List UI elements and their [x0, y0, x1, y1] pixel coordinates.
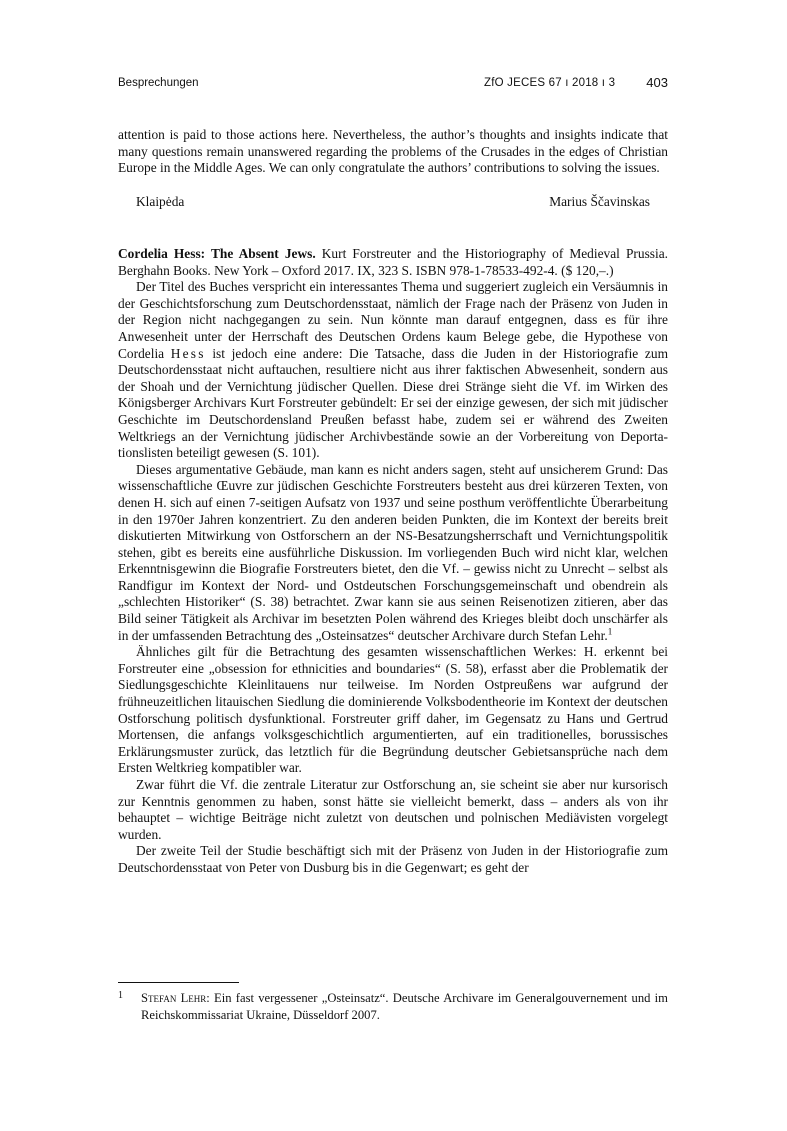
footnote-author: Stefan Lehr: [141, 991, 207, 1005]
running-header: [118, 76, 668, 94]
footnote-body: [141, 990, 668, 1024]
footnote-text: : Ein fast vergessener „Osteinsatz“. Deutsche Archivare im Generalgouvernement und im Reichskommissariat Ukraine, Düsseldorf 2007.: [141, 991, 668, 1022]
reviewer-name: Marius Ščavinskas: [549, 194, 650, 209]
book-citation-details: Kurt Forstreuter and the Historiography of Medieval Prussia. Berghahn Books. New York – Oxford 2017. IX, 323 S. ISBN 978-1-78533-492-4. ($ 120,–.): [118, 246, 668, 278]
paragraph-5: Der zweite Teil der Studie beschäftigt sich mit der Präsenz von Juden in der Historiografie zum Deutschordensstaat von Peter von Dusburg bis in die Gegenwart; es geht der: [118, 843, 668, 875]
author-name-spaced: Hess: [170, 345, 206, 361]
paragraph-4: Zwar führt die Vf. die zentrale Literatur zur Ostforschung an, sie scheint sie aber nur kursorisch zur Kenntnis genommen zu haben, sonst hätte sie vielleicht bemerkt, dass – anders als von ihr behauptet – wichtige Beiträge nicht zuletzt von deutschen und polnischen Mediävisten vorgelegt wurden.: [118, 777, 668, 842]
section-title: Besprechungen: [118, 77, 199, 89]
footnote-divider: [118, 982, 239, 983]
page-number: 403: [646, 75, 668, 90]
book-citation: [118, 246, 668, 279]
previous-review-signature: [118, 194, 668, 211]
paragraph-2: [118, 462, 668, 645]
footnote-marker[interactable]: 1: [607, 626, 613, 637]
paragraph-1-part-a: Der Titel des Buches verspricht ein interessantes Thema und suggeriert zugleich ein Versäumnis in der Geschichtsforschung zum Deutschordensstaat, nämlich der Frage nach der Präsenz von Juden in der Region nicht nachgegangen zu sein. Nun könnte man darauf entgegnen, dass es für ihre Anwesenheit unter der Herrschaft des Deutschen Ordens kaum Belege gebe, die Hypothese von Cordelia: [118, 279, 668, 361]
previous-review-text: attention is paid to those actions here. Nevertheless, the author’s thoughts and insights indicate that many questions remain unanswered regarding the problems of the Crusades in the edges of Christian Europe in the Middle Ages. We can only congratulate the authors’ contributions to solving the issues.: [118, 127, 668, 176]
paragraph-2-text: Dieses argumentative Gebäude, man kann es nicht anders sagen, steht auf unsicherem Grund: Das wissenschaftliche Œuvre zur jüdischen Geschichte Forstreuters besteht aus drei kürzeren Texten, von denen H. sich auf einen 7-seitigen Aufsatz von 1937 und seine posthum veröffentlichte Überarbeitung in den 1970er Jahren konzentriert. Zu den anderen beiden Punkten, die im Kontext der bereits breit diskutierten Mitwirkung von Ostforschern an der NS-Besatzungsherrschaft und Vernichtungspolitik stehen, gibt es bereits eine ausführliche Diskussion. Im vorliegenden Buch wird nicht klar, welchen Erkenntnisgewinn die Biografie Forstreuters bietet, den die Vf. – gewiss nicht zu Unrecht – selbst als Randfigur im Kontext der Nord- und Ostdeutschen Forschungsgemeinschaft und obendrein als „schlechten Historiker“ (S. 38) betrachtet. Zwar kann sie aus seinen Reisenotizen zitieren, aber das Bild seiner Tätigkeit als Archivar im besetzten Polen während des Krieges bleibt doch unschärfer als in der umfassenden Betrachtung des „Osteinsatzes“ deutscher Archivare durch Stefan Lehr.: [118, 461, 668, 643]
footnote: [118, 990, 668, 1024]
previous-review-ending: [118, 127, 668, 177]
journal-info: ZfO JECES 67 ı 2018 ı 3: [484, 77, 616, 89]
paragraph-3: Ähnliches gilt für die Betrachtung des gesamten wissenschaftlichen Werkes: H. erkennt bei Forstreuter eine „obsession for ethnicities and boundaries“ (S. 58), erfasst aber die Problematik der Siedlungsgeschichte Kleinlitauens nur teilweise. Im Norden Ostpreußens war aufgrund der frühneuzeitlichen litauischen Siedlung die dominierende Volksbodentheorie im Kontext der deutschen Ostforschung politisch dysfunktional. Forstreuter griff daher, im Gegensatz zu Hans und Gertrud Mortensen, die anfangs volksgeschichtlich argumentierten, auf ein traditionelles, borussisches Erklärungsmuster zurück, das letztlich für die Begründung deutscher Gebietsansprüche nach dem Ersten Weltkrieg kompatibler war.: [118, 644, 668, 776]
paragraph-1-part-b: ist jedoch eine andere: Die Tatsache, dass die Juden in der Historiografie zum Deutschordensstaat nicht auftauchen, resultiere nicht aus ihrer faktischen Abwesenheit, sondern aus der Shoah und der Vernichtung jüdischer Quellen. Diese drei Stränge sieht die Vf. im Wirken des Königsberger Archivars Kurt Forstreuter gebündelt: Er sei der einzige gewesen, der sich mit jüdischer Geschichte im Deutschordensland Preußen befasst habe, zudem sei er während des Zweiten Weltkriegs an der Vernichtung jüdischer Archivbestände sowie an der Vorbereitung von Deportationslisten beteiligt gewesen (S. 101).: [118, 345, 668, 461]
book-citation-title: Cordelia Hess: The Absent Jews.: [118, 246, 316, 261]
footnote-number: 1: [118, 990, 123, 1001]
review-place: Klaipėda: [136, 194, 185, 209]
paragraph-1: [118, 279, 668, 462]
review-body: [118, 246, 668, 877]
